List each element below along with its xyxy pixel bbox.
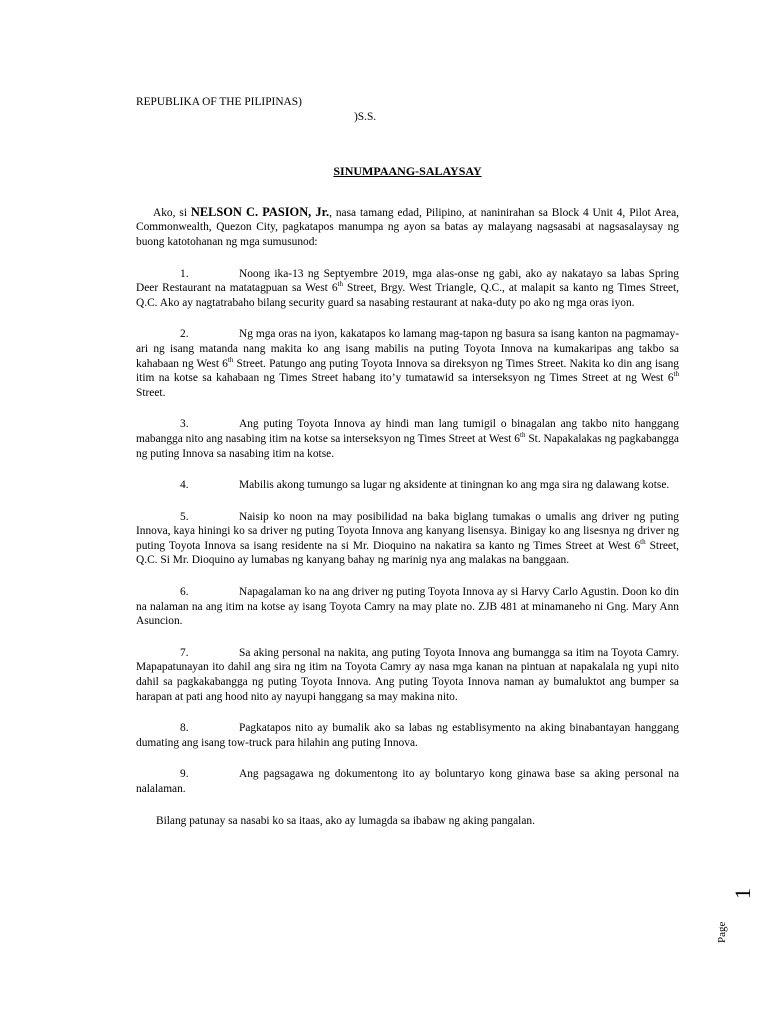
paragraph-2 [136,327,679,400]
paragraph-number: 7. [180,646,189,659]
paragraph-6 [136,585,679,629]
superscript: th [673,370,679,379]
paragraph-text: Noong ika-13 ng Septyembre 2019, mga alas-onse ng gabi, ako ay nakatayo sa labas Spring Deer Restaurant na matatagpuan sa West 6 [136,267,679,295]
paragraph-text: Mabilis akong tumungo sa lugar ng aksidente at tiningnan ko ang mga sira ng dalawang kotse. [239,479,670,492]
paragraph-number: 9. [180,768,189,781]
paragraph-7 [136,646,679,704]
paragraph-4 [136,478,679,493]
jurisdiction-line: REPUBLIKA OF THE PILIPINAS) [136,96,302,108]
document-body [136,95,679,828]
paragraph-number: 4. [180,479,189,492]
document-title: SINUMPAANG-SALAYSAY [333,164,482,179]
paragraph-text: Ng mga oras na iyon, kakatapos ko lamang mag-tapon ng basura sa isang kanton na pagmamay-ari ng isang matanda nang makita ko ang isang mabilis na puting Toyota Innova na kumakaripas ang takbo sa kahabaan ng West 6 [136,328,679,370]
paragraph-number: 1. [180,267,189,280]
intro-paragraph [136,205,679,250]
paragraph-text: Street. Patungo ang puting Toyota Innova sa direksyon ng Times Street. Nakita ko din ang isang itim na kotse sa kahabaan ng Times Street habang ito’y tumatawid sa interseksyon ng Times Street at ng West 6 [136,357,680,385]
intro-post: , nasa tamang edad, Pilipino, at naninirahan sa Block 4 Unit 4, Pilot Area, Commonwealth, Quezon City, pagkatapos manumpa ng ayon sa batas ay malayang nagsasabi at nagsasalaysay ng buong katotohanan ng mga sumusunod: [136,206,679,248]
paragraph-text: St. Napakalakas ng pagkabangga ng puting Innova sa nasabing itim na kotse. [136,432,679,460]
paragraph-text: Sa aking personal na nakita, ang puting Toyota Innova ang bumangga sa itim na Toyota Camry. Mapapatunayan ito dahil ang sira ng itim na Toyota Camry ay nasa mga kanan na pintuan at napakalala ng yupi nito dahil sa pagkakabangga ng puting Toyota Innova. Ang puting Toyota Innova naman ay bumaluktot ang bumper sa harapan at pati ang hood nito ay nayupi hanggang sa may makina nito. [136,646,679,703]
paragraph-text: Pagkatapos nito ay bumalik ako sa labas ng establisymento na aking binabantayan hanggang dumating ang isang tow-truck para hilahin ang puting Innova. [136,722,679,749]
paragraph-number: 2. [180,328,189,341]
paragraph-9 [136,767,679,796]
paragraph-number: 5. [180,510,189,523]
intro-pre: Ako, si [153,206,191,219]
affiant-name: NELSON C. PASION, Jr. [190,204,330,219]
paragraph-number: 3. [180,418,189,431]
paragraph-text: Ang puting Toyota Innova ay hindi man lang tumigil o binagalan ang takbo nito hanggang mabangga nito ang nasabing itim na kotse sa interseksyon ng Times Street at West 6 [136,418,679,445]
closing-statement: Bilang patunay sa nasabi ko sa itaas, ako ay lumagda sa ibabaw ng aking pangalan. [156,814,535,827]
superscript: th [520,431,526,440]
paragraph-text: Street, Q.C. Si Mr. Dioquino ay lumabas ng kanyang bahay ng marinig nya ang malakas na banggaan. [136,539,679,567]
paragraph-5 [136,510,679,568]
paragraph-number: 8. [180,722,189,735]
venue-line: )S.S. [354,110,377,123]
paragraph-8 [136,721,679,750]
superscript: th [640,538,646,547]
paragraph-number: 6. [180,586,189,599]
paragraph-1 [136,267,679,311]
paragraph-text: Ang pagsagawa ng dokumentong ito ay boluntaryo kong ginawa base sa aking personal na nalalaman. [136,768,679,795]
paragraph-text: Napagalaman ko na ang driver ng puting Toyota Innova ay si Harvy Carlo Agustin. Doon ko din na nalaman na ang itim na kotse ay isang Toyota Camry na may plate no. ZJB 481 at minamaneho ni Gng. Mary Ann Asuncion. [136,586,679,628]
page-number: 1 [730,888,755,899]
page-label: Page [716,921,728,943]
paragraph-text: Naisip ko noon na may posibilidad na baka biglang tumakas o umalis ang driver ng puting Innova, kaya hiningi ko sa driver ng puting Toyota Innova ang kanyang lisensya. Binigay ko ang lisesnya ng driver ng puting Toyota Innova sa isang residente na si Mr. Dioquino na nakatira sa kanto ng Times Street at West 6 [136,510,679,552]
paragraph-3 [136,417,679,461]
paragraph-text: Street, Brgy. West Triangle, Q.C., at malapit sa kanto ng Times Street, Q.C. Ako ay nagtatrabaho bilang security guard sa nasabing restaurant at naka-duty po ako ng mga oras iyon. [136,282,679,309]
paragraph-text: Street. [136,386,166,399]
superscript: th [337,280,343,289]
page-footer [716,888,755,945]
superscript: th [227,355,234,364]
